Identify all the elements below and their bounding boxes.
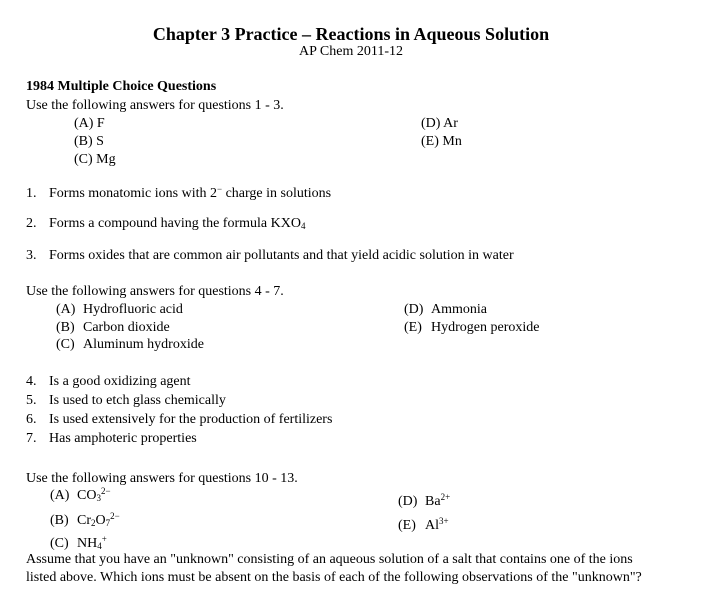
question-4 <box>26 373 191 390</box>
page-subtitle: AP Chem 2011-12 <box>299 44 403 59</box>
ion-charge: 3+ <box>439 516 449 526</box>
paragraph-line-2: listed above. Which ions must be absent on the basis of each of the following observations of the "unknown"? <box>26 570 642 585</box>
choice-label: (C) <box>50 536 69 551</box>
choice-label: (C) <box>56 337 75 352</box>
question-3 <box>26 247 514 264</box>
question-text: Forms oxides that are common air pollutants and that yield acidic solution in water <box>49 248 514 263</box>
ion-subscript: 4 <box>97 541 102 551</box>
question-2 <box>26 215 305 232</box>
choice-text: Carbon dioxide <box>83 320 170 335</box>
answer-choice-e <box>398 517 449 534</box>
ion-subscript: 3 <box>96 493 101 503</box>
question-number: 7. <box>26 431 37 446</box>
question-number: 2. <box>26 216 37 231</box>
question-number: 5. <box>26 393 37 408</box>
choice-label: (E) <box>404 320 422 335</box>
choice-text: Aluminum hydroxide <box>83 337 204 352</box>
choice-label: (B) <box>56 320 75 335</box>
question-text-cont: charge in solutions <box>222 186 332 201</box>
ion-formula: NH <box>77 536 98 551</box>
choice-text: Hydrogen peroxide <box>431 320 540 335</box>
charge-superscript: − <box>217 184 223 194</box>
question-number: 6. <box>26 412 37 427</box>
answer-choice-a <box>50 487 111 504</box>
answer-choice-d: (D) Ar <box>421 116 458 131</box>
instruction-q4-7: Use the following answers for questions 4 - 7. <box>26 284 284 299</box>
choice-text: Ammonia <box>431 302 487 317</box>
ion-charge: + <box>101 534 107 544</box>
ion-formula: CO <box>77 488 97 503</box>
question-text: Forms a compound having the formula KXO <box>49 216 301 231</box>
question-number: 1. <box>26 186 37 201</box>
question-text: Has amphoteric properties <box>49 431 197 446</box>
answer-choice-c <box>56 336 204 353</box>
choice-label: (B) <box>50 513 69 528</box>
page-title: Chapter 3 Practice – Reactions in Aqueous Solution <box>152 24 550 44</box>
instruction-q10-13: Use the following answers for questions 10 - 13. <box>26 471 298 486</box>
answer-choice-b <box>50 512 120 529</box>
ion-formula: Al <box>425 518 439 533</box>
question-number: 4. <box>26 374 37 389</box>
answer-choice-b: (B) S <box>74 134 104 149</box>
question-text: Forms monatomic ions with 2 <box>49 186 217 201</box>
answer-choice-d <box>398 493 450 510</box>
question-1 <box>26 185 331 202</box>
question-text: Is a good oxidizing agent <box>49 374 191 389</box>
answer-choice-b <box>56 319 170 336</box>
answer-choice-c: (C) Mg <box>74 152 116 167</box>
ion-charge: 2− <box>110 511 120 521</box>
ion-formula: Ba <box>425 494 441 509</box>
ion-charge: 2+ <box>440 492 451 502</box>
ion-formula: O <box>95 513 106 528</box>
answer-choice-a <box>56 301 183 318</box>
answer-choice-d <box>404 301 487 318</box>
section-heading: 1984 Multiple Choice Questions <box>26 79 217 94</box>
question-6 <box>26 411 332 428</box>
ion-subscript: 2 <box>91 518 96 528</box>
choice-text: Hydrofluoric acid <box>83 302 183 317</box>
formula-subscript: 4 <box>300 221 306 231</box>
question-text: Is used to etch glass chemically <box>49 393 226 408</box>
choice-label: (D) <box>404 302 424 317</box>
question-text: Is used extensively for the production of fertilizers <box>49 412 333 427</box>
question-number: 3. <box>26 248 37 263</box>
ion-subscript: 7 <box>105 518 111 528</box>
paragraph-line-1: Assume that you have an "unknown" consisting of an aqueous solution of a salt that contains one of the ions <box>26 552 633 567</box>
answer-choice-a: (A) F <box>74 116 105 131</box>
question-7 <box>26 430 197 447</box>
choice-label: (A) <box>56 302 76 317</box>
answer-choice-e <box>404 319 539 336</box>
question-5 <box>26 392 226 409</box>
answer-choice-e: (E) Mn <box>421 134 462 149</box>
choice-label: (D) <box>398 494 418 509</box>
answer-choice-c <box>50 535 107 552</box>
ion-formula: Cr <box>77 513 91 528</box>
choice-label: (A) <box>50 488 70 503</box>
choice-label: (E) <box>398 518 416 533</box>
ion-charge: 2− <box>100 486 111 496</box>
instruction-q1-3: Use the following answers for questions 1 - 3. <box>26 98 284 113</box>
